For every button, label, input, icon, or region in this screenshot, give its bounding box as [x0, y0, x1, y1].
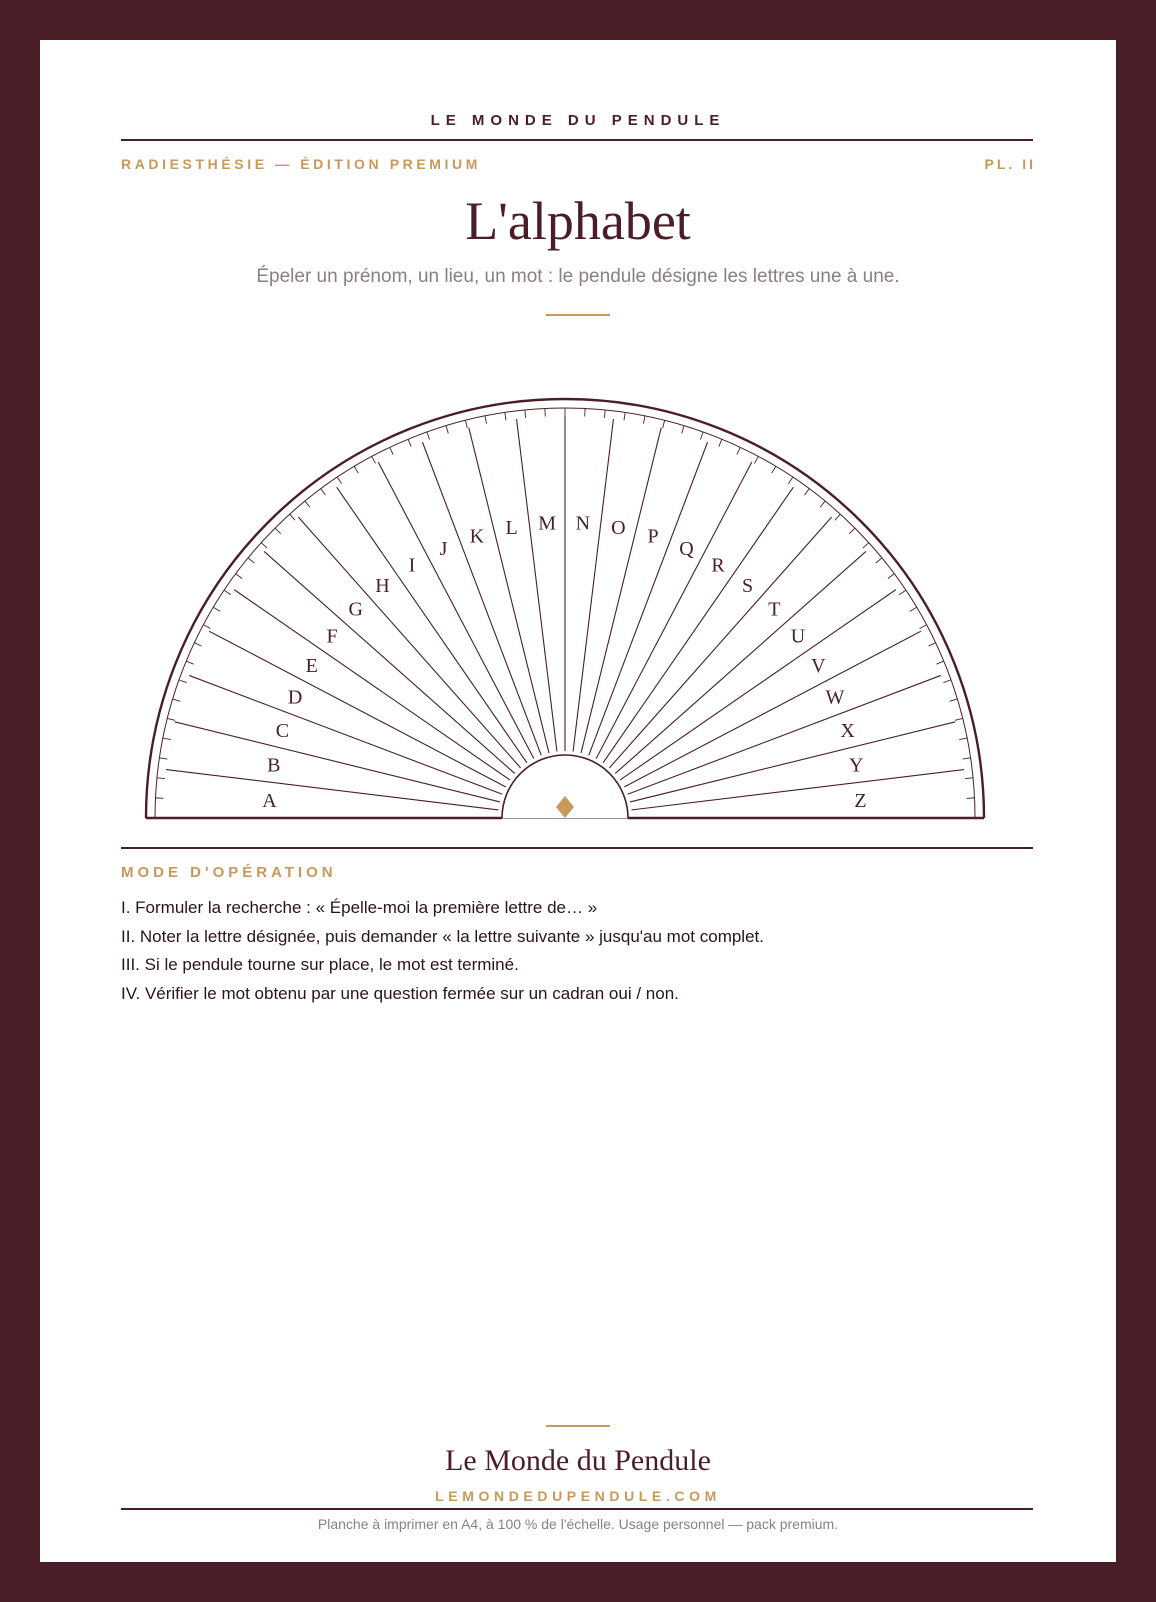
dial-letter-g: G — [348, 598, 363, 621]
sector-divider — [209, 631, 506, 787]
dial-letter-o: O — [611, 516, 626, 539]
dial-letter-l: L — [505, 516, 518, 539]
graduation-tick — [804, 489, 809, 495]
dial-letter-u: U — [790, 625, 806, 648]
graduation-tick — [203, 625, 210, 629]
graduation-tick — [936, 661, 943, 664]
plate-number: PL. II — [984, 156, 1036, 172]
graduation-tick — [928, 643, 935, 646]
graduation-tick — [788, 477, 792, 484]
instructions-list — [121, 894, 764, 1008]
graduation-tick — [959, 738, 967, 740]
graduation-tick — [849, 528, 855, 534]
sector-divider — [589, 442, 708, 755]
graduation-tick — [163, 738, 171, 740]
graduation-tick — [290, 514, 295, 520]
dial-letter-s: S — [741, 575, 754, 597]
sector-divider — [628, 675, 941, 794]
sector-divider — [596, 462, 752, 759]
graduation-tick — [835, 514, 840, 520]
sector-divider — [422, 442, 541, 755]
graduation-tick — [167, 718, 175, 720]
section-divider — [121, 847, 1033, 849]
dial-letter-j: J — [439, 538, 448, 561]
graduation-tick — [944, 680, 952, 683]
graduation-tick — [863, 543, 869, 548]
sector-divider — [615, 551, 866, 773]
graduation-tick — [446, 426, 448, 434]
footer-website[interactable]: LEMONDEDUPENDULE.COM — [435, 1488, 721, 1504]
sector-divider — [624, 631, 921, 787]
graduation-tick — [337, 477, 341, 484]
graduation-tick — [485, 416, 487, 424]
dial-letter-h: H — [375, 575, 390, 597]
graduation-tick — [248, 558, 254, 563]
instruction-step: IV. Vérifier le mot obtenu par une question fermée sur un cadran oui / non. — [121, 983, 679, 1003]
sector-divider — [620, 590, 896, 780]
dial-letter-k: K — [469, 525, 485, 548]
page-subtitle: Épeler un prénom, un lieu, un mot : le pendule désigne les lettres une à une. — [256, 266, 900, 287]
dial-letter-r: R — [711, 554, 725, 577]
graduation-tick — [899, 590, 906, 594]
graduation-tick — [372, 456, 376, 463]
page-title: L'alphabet — [465, 191, 691, 251]
dial-letter-q: Q — [679, 538, 694, 561]
graduation-tick — [354, 466, 358, 473]
graduation-tick — [390, 447, 393, 454]
instruction-step: I. Formuler la recherche : « Épelle-moi la première lettre de… » — [121, 898, 598, 917]
instruction-step: III. Si le pendule tourne sur place, le mot est terminé. — [121, 955, 519, 974]
graduation-tick — [876, 558, 882, 563]
graduation-tick — [755, 456, 759, 463]
graduation-tick — [179, 680, 187, 683]
dial-letter-a: A — [262, 790, 277, 813]
sector-divider — [234, 590, 510, 780]
graduation-tick — [920, 625, 927, 629]
instructions-heading: MODE D'OPÉRATION — [121, 864, 337, 881]
dial-letter-w: W — [825, 686, 845, 709]
graduation-tick — [261, 543, 267, 548]
graduation-tick — [194, 643, 201, 646]
print-note: Planche à imprimer en A4, à 100 % de l'échelle. Usage personnel — pack premium. — [317, 1516, 839, 1532]
graduation-tick — [663, 420, 665, 428]
dial-letter-n: N — [575, 512, 591, 535]
graduation-tick — [157, 778, 165, 779]
footer-divider — [121, 1508, 1033, 1510]
dial-letter-i: I — [408, 554, 416, 577]
sector-divider — [337, 487, 527, 763]
footer-ornament — [546, 1425, 610, 1427]
graduation-tick — [224, 590, 231, 594]
alphabet-dial — [40, 40, 1116, 840]
dial-letter-z: Z — [854, 790, 867, 813]
graduation-tick — [719, 439, 722, 446]
dial-letter-y: Y — [848, 754, 864, 777]
footer-brand-name: Le Monde du Pendule — [445, 1444, 711, 1477]
graduation-tick — [624, 412, 625, 420]
graduation-tick — [525, 410, 526, 418]
graduation-tick — [604, 410, 605, 418]
sector-divider — [603, 487, 793, 763]
graduation-tick — [427, 432, 430, 440]
graduation-tick — [820, 501, 825, 507]
sector-divider — [378, 462, 534, 759]
dial-letter-d: D — [287, 686, 303, 709]
dial-letter-m: M — [538, 512, 556, 535]
graduation-tick — [700, 432, 703, 440]
graduation-tick — [950, 699, 958, 701]
dial-letter-e: E — [305, 654, 318, 677]
dial-letter-p: P — [647, 525, 659, 548]
dial-letter-t: T — [768, 598, 781, 621]
dial-letter-v: V — [811, 654, 826, 677]
dial-letter-c: C — [275, 719, 290, 742]
dial-letter-b: B — [267, 754, 281, 777]
graduation-tick — [682, 426, 684, 434]
printable-sheet — [40, 40, 1116, 1562]
graduation-tick — [505, 412, 506, 420]
instruction-step: II. Noter la lettre désignée, puis demander « la lettre suivante » jusqu'au mot complet. — [121, 926, 764, 946]
graduation-tick — [955, 718, 963, 720]
graduation-tick — [213, 607, 220, 611]
brand-header: LE MONDE DU PENDULE — [430, 112, 726, 129]
graduation-tick — [275, 528, 281, 534]
dial-letter-f: F — [326, 625, 338, 648]
graduation-tick — [173, 699, 181, 701]
collection-label: RADIESTHÉSIE — ÉDITION PREMIUM — [121, 156, 482, 172]
graduation-tick — [643, 416, 645, 424]
graduation-tick — [408, 439, 411, 446]
graduation-tick — [965, 778, 973, 779]
graduation-tick — [910, 607, 917, 611]
graduation-tick — [963, 758, 971, 759]
graduation-tick — [305, 501, 310, 507]
graduation-tick — [465, 420, 467, 428]
graduation-tick — [236, 574, 242, 579]
sector-divider — [189, 675, 502, 794]
graduation-tick — [888, 574, 894, 579]
dial-letter-x: X — [840, 719, 855, 742]
graduation-tick — [186, 661, 193, 664]
graduation-tick — [321, 489, 326, 495]
graduation-tick — [159, 758, 167, 759]
graduation-tick — [772, 466, 776, 473]
graduation-tick — [737, 447, 740, 454]
